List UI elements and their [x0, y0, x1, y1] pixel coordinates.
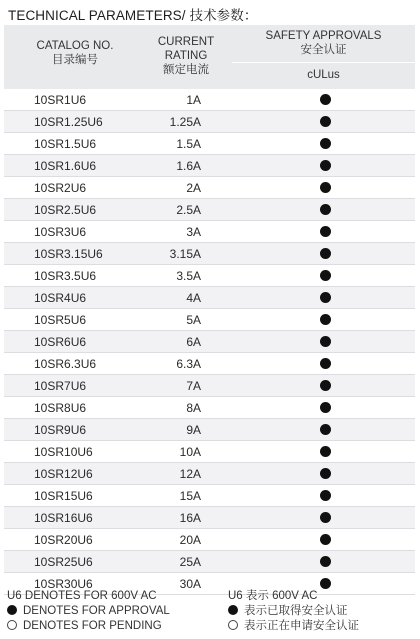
current-rating-cell: 7A: [186, 379, 201, 393]
table-row: [4, 375, 415, 397]
catalog-number-cell: 10SR3U6: [34, 225, 87, 239]
catalog-header-en: CATALOG NO.: [36, 40, 114, 52]
current-rating-cell: 1.25A: [169, 115, 201, 129]
catalog-number-cell: 10SR7U6: [34, 379, 87, 393]
table-row: [4, 243, 415, 265]
current-rating-cell: 30A: [179, 577, 201, 591]
approval-marker-icon: [320, 468, 331, 479]
catalog-number-cell: 10SR30U6: [34, 577, 93, 591]
current-rating-cell: 1.6A: [176, 159, 201, 173]
approval-marker-icon: [320, 490, 331, 501]
note-pending-cn: [228, 619, 359, 634]
note-pending-cn-text: 表示正在申请安全认证: [244, 620, 359, 632]
current-rating-cell: 12A: [179, 467, 201, 481]
notes-chinese: [228, 589, 359, 634]
parameters-table: [4, 25, 415, 595]
catalog-number-cell: 10SR15U6: [34, 489, 93, 503]
current-rating-cell: 1A: [186, 93, 201, 107]
note-approval-en: [7, 604, 170, 619]
legend-notes: [0, 589, 420, 639]
note-approval-en-text: DENOTES FOR APPROVAL: [23, 605, 170, 617]
table-row: [4, 419, 415, 441]
note-pending-en: [7, 619, 170, 634]
catalog-number-cell: 10SR25U6: [34, 555, 93, 569]
approval-marker-icon: [320, 380, 331, 391]
note-u6-cn: U6 表示 600V AC: [228, 590, 318, 602]
filled-circle-icon: [7, 605, 17, 615]
approval-marker-icon: [320, 116, 331, 127]
note-u6-en: U6 DENOTES FOR 600V AC: [7, 590, 157, 602]
hollow-circle-icon: [7, 620, 17, 630]
catalog-number-cell: 10SR1.5U6: [34, 137, 97, 151]
current-rating-cell: 8A: [186, 401, 201, 415]
catalog-number-cell: 10SR3.5U6: [34, 269, 97, 283]
table-row: [4, 463, 415, 485]
current-header-en-2: RATING: [164, 50, 208, 62]
table-row: [4, 529, 415, 551]
current-rating-cell: 6.3A: [176, 357, 201, 371]
approval-marker-icon: [320, 292, 331, 303]
notes-english: [7, 589, 170, 634]
current-rating-cell: 5A: [186, 313, 201, 327]
catalog-number-cell: 10SR9U6: [34, 423, 87, 437]
approval-marker-icon: [320, 556, 331, 567]
table-row: [4, 287, 415, 309]
catalog-number-cell: 10SR1U6: [34, 93, 87, 107]
approval-marker-icon: [320, 446, 331, 457]
approval-marker-icon: [320, 512, 331, 523]
approval-marker-icon: [320, 248, 331, 259]
catalog-number-cell: 10SR2U6: [34, 181, 87, 195]
current-rating-cell: 6A: [186, 335, 201, 349]
catalog-number-cell: 10SR6.3U6: [34, 357, 97, 371]
current-rating-cell: 3.15A: [169, 247, 201, 261]
table-body: [4, 89, 415, 595]
table-row: [4, 89, 415, 111]
table-row: [4, 551, 415, 573]
catalog-number-cell: 10SR1.6U6: [34, 159, 97, 173]
table-row: [4, 397, 415, 419]
certification-header: cULus: [307, 69, 340, 81]
catalog-number-cell: 10SR20U6: [34, 533, 93, 547]
catalog-number-cell: 10SR2.5U6: [34, 203, 97, 217]
page-title: TECHNICAL PARAMETERS/ 技术参数：: [8, 8, 258, 23]
approval-marker-icon: [320, 138, 331, 149]
catalog-number-cell: 10SR1.25U6: [34, 115, 103, 129]
current-column-header: [146, 35, 226, 77]
table-row: [4, 177, 415, 199]
current-rating-cell: 2A: [186, 181, 201, 195]
approval-marker-icon: [320, 402, 331, 413]
current-rating-cell: 20A: [179, 533, 201, 547]
approval-marker-icon: [320, 534, 331, 545]
approval-marker-icon: [320, 578, 331, 589]
approval-marker-icon: [320, 226, 331, 237]
catalog-header-cn: 目录编号: [52, 54, 98, 66]
table-row: [4, 331, 415, 353]
catalog-number-cell: 10SR6U6: [34, 335, 87, 349]
table-row: [4, 309, 415, 331]
current-header-en-1: CURRENT: [157, 36, 215, 48]
catalog-column-header: [4, 39, 146, 67]
note-approval-cn-text: 表示已取得安全认证: [244, 605, 348, 617]
current-rating-cell: 2.5A: [176, 203, 201, 217]
table-row: [4, 353, 415, 375]
current-header-cn: 额定电流: [163, 64, 209, 76]
table-row: [4, 221, 415, 243]
safety-header-en: SAFETY APPROVALS: [265, 30, 382, 42]
current-rating-cell: 3A: [186, 225, 201, 239]
catalog-number-cell: 10SR12U6: [34, 467, 93, 481]
current-rating-cell: 1.5A: [176, 137, 201, 151]
safety-column-header: [232, 29, 415, 57]
catalog-number-cell: 10SR10U6: [34, 445, 93, 459]
catalog-number-cell: 10SR4U6: [34, 291, 87, 305]
catalog-number-cell: 10SR16U6: [34, 511, 93, 525]
table-row: [4, 199, 415, 221]
current-rating-cell: 4A: [186, 291, 201, 305]
approval-marker-icon: [320, 270, 331, 281]
table-row: [4, 441, 415, 463]
approval-marker-icon: [320, 424, 331, 435]
approval-marker-icon: [320, 314, 331, 325]
current-rating-cell: 16A: [179, 511, 201, 525]
catalog-number-cell: 10SR8U6: [34, 401, 87, 415]
table-row: [4, 265, 415, 287]
hollow-circle-icon: [228, 620, 238, 630]
approval-marker-icon: [320, 204, 331, 215]
filled-circle-icon: [228, 605, 238, 615]
table-row: [4, 485, 415, 507]
approval-marker-icon: [320, 160, 331, 171]
table-row: [4, 155, 415, 177]
table-row: [4, 111, 415, 133]
table-row: [4, 133, 415, 155]
current-rating-cell: 25A: [179, 555, 201, 569]
current-rating-cell: 3.5A: [176, 269, 201, 283]
table-row: [4, 507, 415, 529]
current-rating-cell: 15A: [179, 489, 201, 503]
catalog-number-cell: 10SR3.15U6: [34, 247, 103, 261]
current-rating-cell: 9A: [186, 423, 201, 437]
approval-marker-icon: [320, 182, 331, 193]
header-divider: [232, 62, 415, 63]
note-approval-cn: [228, 604, 359, 619]
safety-header-cn: 安全认证: [300, 44, 347, 56]
catalog-number-cell: 10SR5U6: [34, 313, 87, 327]
approval-marker-icon: [320, 94, 331, 105]
approval-marker-icon: [320, 336, 331, 347]
table-header: [4, 25, 415, 89]
current-rating-cell: 10A: [179, 445, 201, 459]
approval-marker-icon: [320, 358, 331, 369]
note-pending-en-text: DENOTES FOR PENDING: [23, 620, 162, 632]
